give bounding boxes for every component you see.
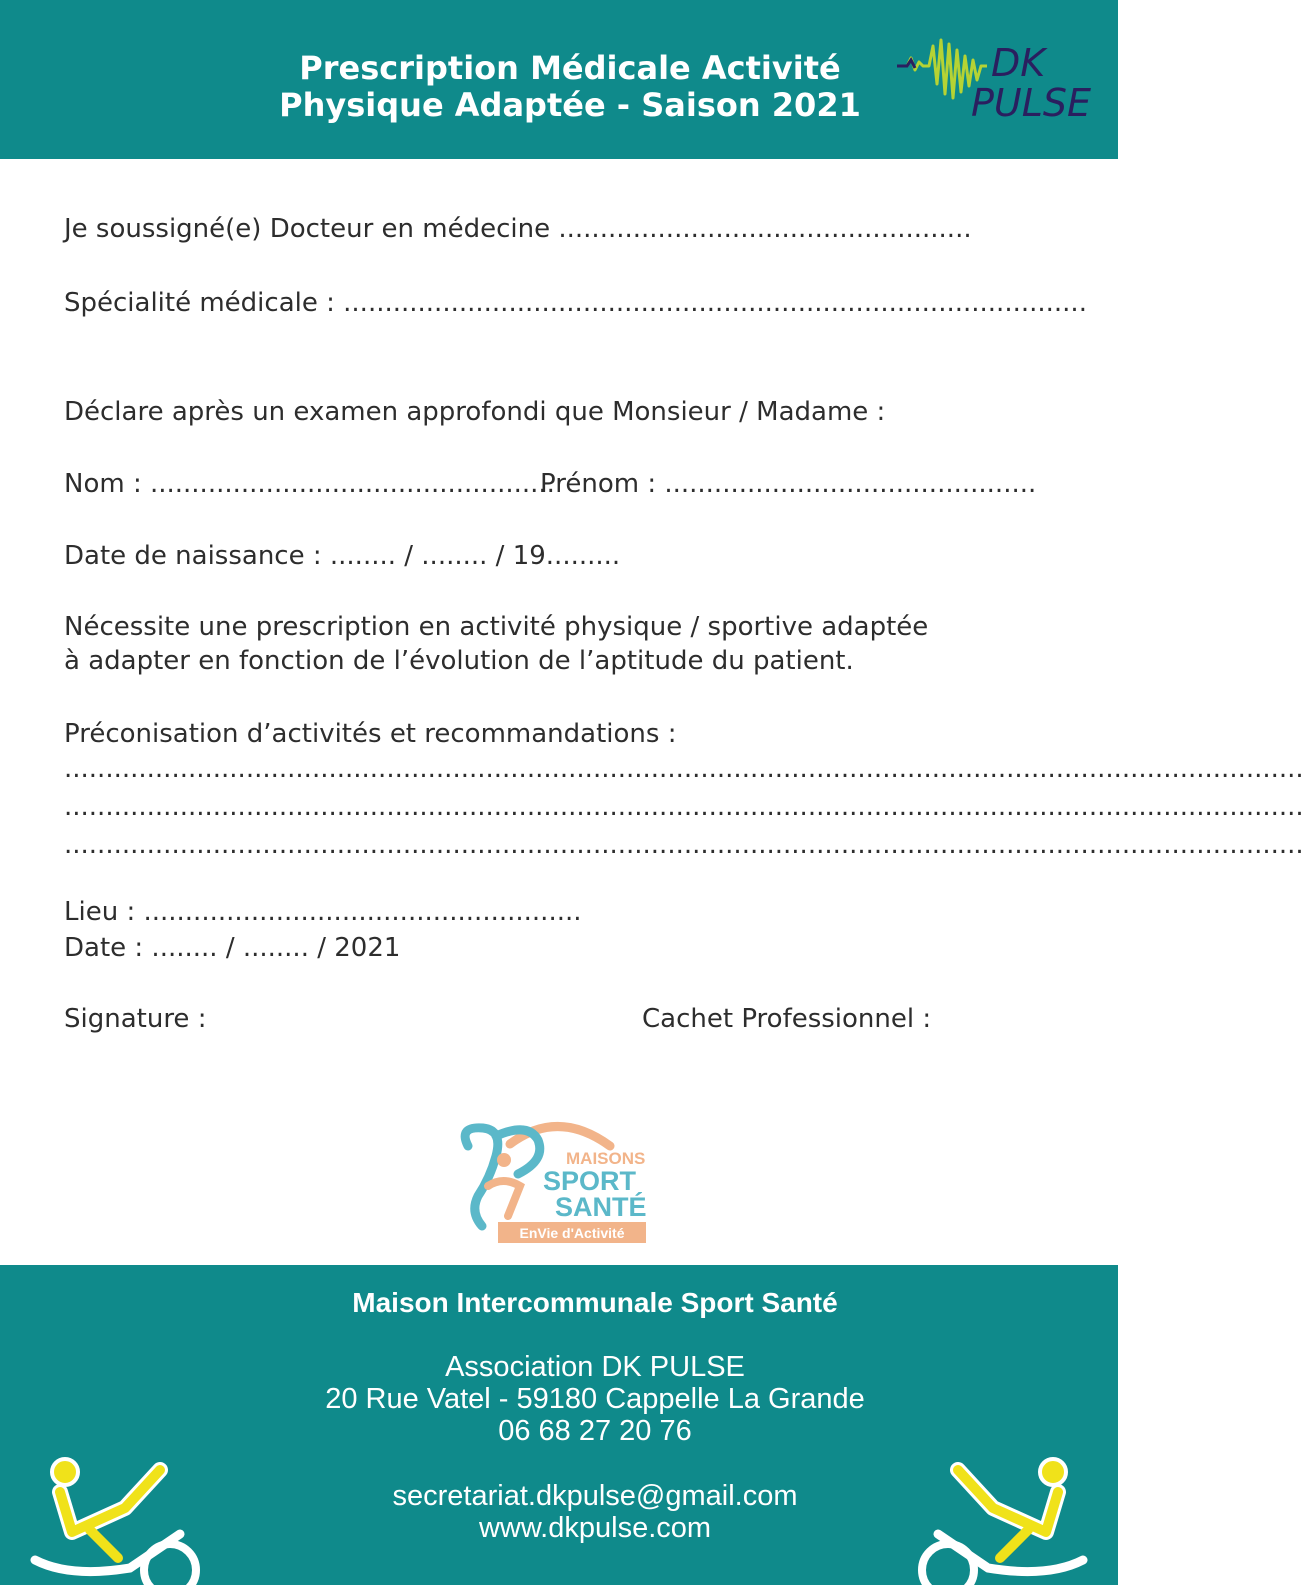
mss-logo-line3: SANTÉ xyxy=(555,1192,647,1222)
recommendations-label: Préconisation d’activités et recommandations : xyxy=(64,719,677,749)
prenom-field: Prénom : ............................................. xyxy=(540,469,1037,499)
date-field: Date : ........ / ........ / 2021 xyxy=(64,933,401,963)
recommendation-line-1 xyxy=(64,752,1304,786)
mss-logo-tagline: EnVie d'Activité xyxy=(519,1225,625,1241)
recommendation-line-2 xyxy=(64,790,1304,824)
footer-website[interactable]: www.dkpulse.com xyxy=(478,1512,712,1544)
dotted-line: ...................................................................................................................................................... xyxy=(64,830,1304,860)
wheelchair-athlete-icon xyxy=(20,1450,190,1585)
footer-contact-block xyxy=(250,1480,940,1544)
document-title xyxy=(250,50,890,124)
title-line-1: Prescription Médicale Activité xyxy=(299,49,841,87)
birthdate-field: Date de naissance : ........ / ........ / 19......... xyxy=(64,541,621,571)
maisons-sport-sante-logo xyxy=(448,1116,653,1251)
mss-logo-line2: SPORT xyxy=(543,1166,637,1196)
cachet-label: Cachet Professionnel : xyxy=(642,1004,932,1034)
recommendation-line-3 xyxy=(64,828,1304,862)
footer-association: Association DK PULSE xyxy=(445,1351,745,1383)
footer-email[interactable]: secretariat.dkpulse@gmail.com xyxy=(392,1480,798,1512)
footer-address-block xyxy=(250,1351,940,1447)
speciality-field: Spécialité médicale : .......................................................................................... xyxy=(64,288,1087,318)
wheelchair-athlete-icon xyxy=(928,1450,1098,1585)
dotted-line: ...................................................................................................................................................... xyxy=(64,754,1304,784)
signature-label: Signature : xyxy=(64,1004,207,1034)
logo-text-dk: DK xyxy=(991,41,1046,85)
footer-title: Maison Intercommunale Sport Santé xyxy=(352,1287,838,1318)
logo-text-pulse: PULSE xyxy=(971,81,1092,125)
lieu-field: Lieu : ..................................................... xyxy=(64,897,582,927)
footer-phone: 06 68 27 20 76 xyxy=(498,1415,692,1447)
title-line-2: Physique Adaptée - Saison 2021 xyxy=(279,86,861,124)
dk-pulse-logo xyxy=(895,36,1105,128)
necessity-text xyxy=(64,610,1064,678)
footer-address: 20 Rue Vatel - 59180 Cappelle La Grande xyxy=(325,1383,865,1415)
dotted-line: ...................................................................................................................................................... xyxy=(64,792,1304,822)
header-banner xyxy=(0,0,1118,159)
doctor-field: Je soussigné(e) Docteur en médecine .................................................. xyxy=(64,214,972,244)
declaration-text: Déclare après un examen approfondi que Monsieur / Madame : xyxy=(64,397,886,427)
mss-logo-line1: MAISONS xyxy=(566,1149,646,1168)
necessity-line-1: Nécessite une prescription en activité physique / sportive adaptée xyxy=(64,612,929,642)
nom-field: Nom : ................................................. xyxy=(64,469,555,499)
necessity-line-2: à adapter en fonction de l’évolution de l’aptitude du patient. xyxy=(64,646,854,676)
